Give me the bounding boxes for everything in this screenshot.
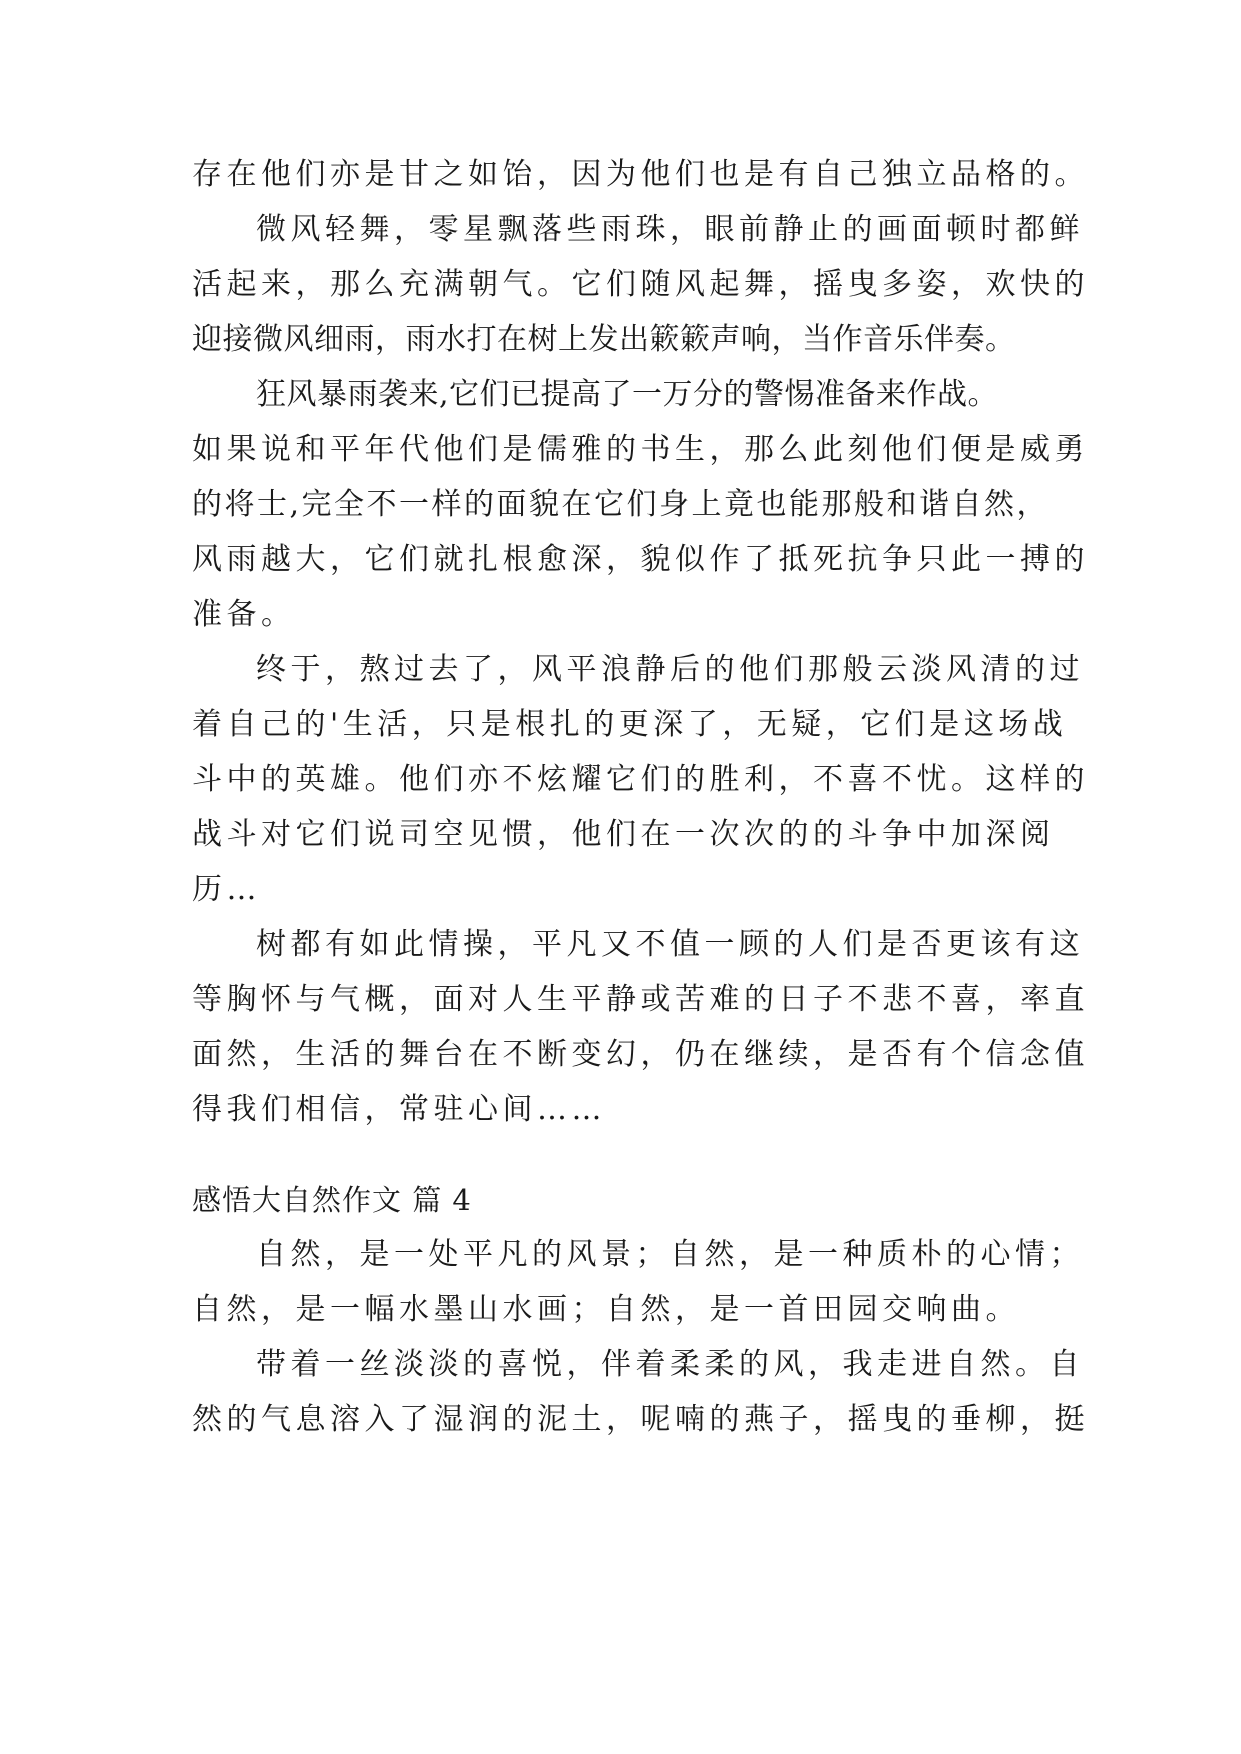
text-line: 得我们相信，常驻心间…… xyxy=(192,1092,606,1127)
text-line: 带着一丝淡淡的喜悦，伴着柔柔的风，我走进自然。自 xyxy=(256,1347,1084,1382)
section-heading: 感悟大自然作文 篇 4 xyxy=(192,1183,472,1217)
text-line: 斗中的英雄。他们亦不炫耀它们的胜利，不喜不忧。这样的 xyxy=(192,762,1089,797)
text-line: 准备。 xyxy=(192,597,296,632)
text-line: 狂风暴雨袭来,它们已提高了一万分的警惕准备来作战。 xyxy=(256,377,999,412)
text-line: 存在他们亦是甘之如饴，因为他们也是有自己独立品格的。 xyxy=(192,157,1089,192)
text-line: 迎接微风细雨，雨水打在树上发出簌簌声响，当作音乐伴奏。 xyxy=(192,322,1016,357)
text-line: 战斗对它们说司空见惯，他们在一次次的的斗争中加深阅 xyxy=(192,817,1055,852)
text-line: 历… xyxy=(192,872,261,907)
text-line: 树都有如此情操，平凡又不值一顾的人们是否更该有这 xyxy=(256,927,1084,962)
text-line: 的将士,完全不一样的面貌在它们身上竟也能那般和谐自然， xyxy=(192,487,1050,522)
text-line: 自然，是一幅水墨山水画；自然，是一首田园交响曲。 xyxy=(192,1292,1020,1327)
text-line: 等胸怀与气概，面对人生平静或苦难的日子不悲不喜，率直 xyxy=(192,982,1089,1017)
text-line: 然的气息溶入了湿润的泥土，呢喃的燕子，摇曳的垂柳，挺 xyxy=(192,1402,1089,1437)
text-line: 着自己的'生活，只是根扎的更深了，无疑，它们是这场战 xyxy=(192,707,1068,742)
text-line: 风雨越大，它们就扎根愈深，貌似作了抵死抗争只此一搏的 xyxy=(192,542,1089,577)
text-line: 如果说和平年代他们是儒雅的书生，那么此刻他们便是威勇 xyxy=(192,432,1089,467)
text-line: 活起来，那么充满朝气。它们随风起舞，摇曳多姿，欢快的 xyxy=(192,267,1089,302)
text-line: 终于，熬过去了，风平浪静后的他们那般云淡风清的过 xyxy=(256,652,1084,687)
text-line: 面然，生活的舞台在不断变幻，仍在继续，是否有个信念值 xyxy=(192,1037,1089,1072)
text-line: 自然，是一处平凡的风景；自然，是一种质朴的心情； xyxy=(256,1237,1084,1272)
text-line: 微风轻舞，零星飘落些雨珠，眼前静止的画面顿时都鲜 xyxy=(256,212,1084,247)
